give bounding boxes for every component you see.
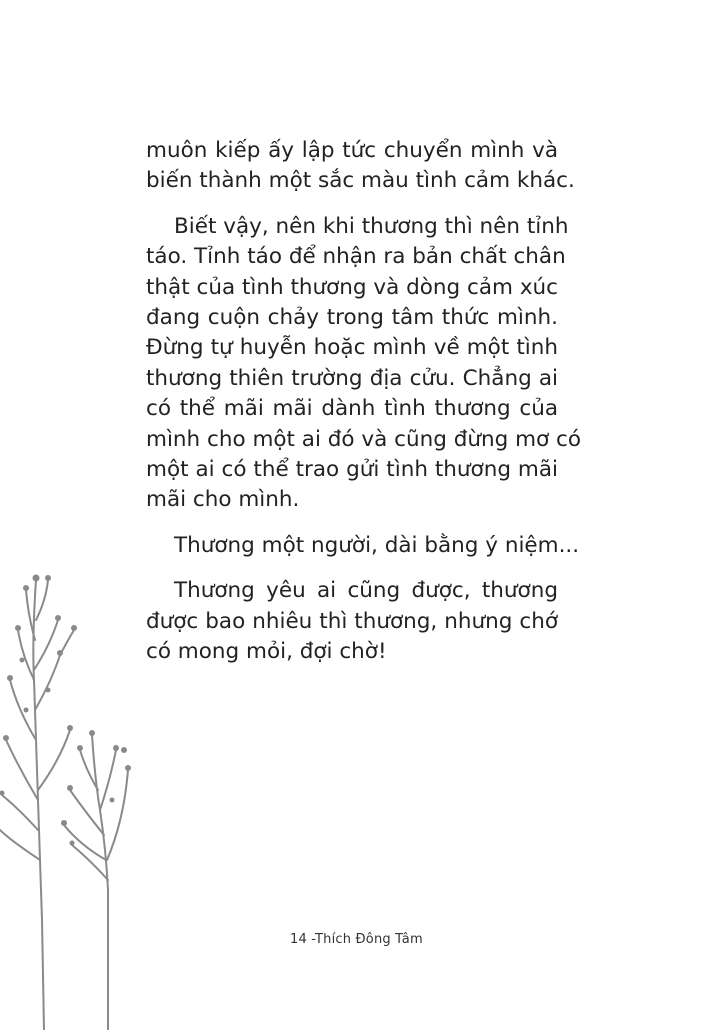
text-line: muôn kiếp ấy lập tức chuyển mình và xyxy=(146,138,558,163)
text-line: có mong mỏi, đợi chờ! xyxy=(146,639,387,665)
text-line: biến thành một sắc màu tình cảm khác. xyxy=(146,168,575,194)
text-line: Thương một người, dài bằng ý niệm... xyxy=(174,532,580,558)
paragraph-2 xyxy=(146,212,581,516)
body-text xyxy=(146,136,581,683)
text-line: có thể mãi mãi dành tình thương của xyxy=(146,396,558,422)
text-line: mãi cho mình. xyxy=(146,487,300,513)
page-number: 14 xyxy=(290,932,307,947)
text-line: Thương yêu ai cũng được, thương xyxy=(174,578,558,604)
tree-branches-illustration xyxy=(0,560,140,1030)
text-line: thật của tình thương và dòng cảm xúc xyxy=(146,274,558,300)
text-line: thương thiên trường địa cửu. Chẳng ai xyxy=(146,365,558,391)
footer-separator: - xyxy=(311,932,315,947)
paragraph-1 xyxy=(146,136,575,197)
text-line: đang cuộn chảy trong tâm thức mình. xyxy=(146,305,558,331)
paragraph-4 xyxy=(146,576,558,667)
text-line: táo. Tỉnh táo để nhận ra bản chất chân xyxy=(146,244,566,270)
text-line: một ai có thể trao gửi tình thương mãi xyxy=(146,457,558,483)
text-line: được bao nhiêu thì thương, nhưng chớ xyxy=(146,608,558,634)
text-line: Đừng tự huyễn hoặc mình về một tình xyxy=(146,335,558,361)
text-line: Biết vậy, nên khi thương thì nên tỉnh xyxy=(174,213,569,239)
author-name: Thích Đông Tâm xyxy=(315,932,423,947)
page-footer xyxy=(290,932,423,947)
text-line: mình cho một ai đó và cũng đừng mơ có xyxy=(146,426,581,452)
paragraph-3 xyxy=(146,531,580,561)
